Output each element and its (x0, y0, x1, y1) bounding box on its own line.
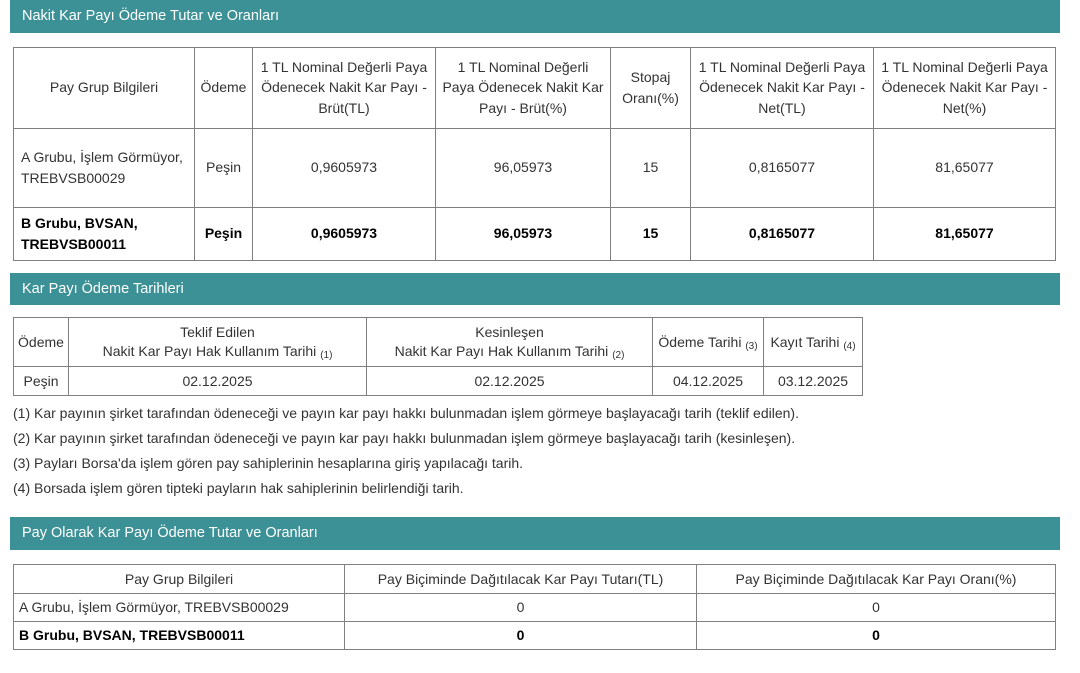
col-header-stopaj-line2: Oranı(%) (622, 89, 679, 106)
section-header-share-dividend: Pay Olarak Kar Payı Ödeme Tutar ve Oranları (10, 517, 1060, 550)
col-header-pay-orani: Pay Biçiminde Dağıtılacak Kar Payı Oranı(%) (697, 564, 1056, 593)
payment-dates-table-wrap (0, 305, 1080, 396)
col-header-kesinlesen-text: Nakit Kar Payı Hak Kullanım Tarihi (394, 343, 609, 359)
payment-dates-table (13, 317, 863, 396)
footnote-ref-2: (2) (612, 350, 625, 361)
col-header-kesinlesen-line2 (370, 342, 649, 361)
col-header-net-pct (874, 47, 1056, 128)
cell-pay-grup-bilgileri: B Grubu, BVSAN, TREBVSB00011 (14, 621, 345, 649)
cell-pay-grup-bilgileri (14, 207, 195, 260)
cell-pay-grup-bilgileri (14, 128, 195, 207)
col-header-brut-pct-line1: 1 TL Nominal Değerli (457, 59, 589, 76)
footnote-ref-3: (3) (745, 340, 758, 352)
footnote-ref-4: (4) (843, 340, 856, 352)
spacer (0, 261, 1080, 273)
footnote-2: (2) Kar payının şirket tarafından ödeneceği ve payın kar payı hakkı bulunmadan işlem görmeye başlayacağı tarih (kesinleşen). (13, 430, 796, 447)
cell-odeme: Peşin (195, 207, 253, 260)
col-header-teklif-line2 (72, 342, 363, 361)
col-header-brut-pct-line2: Paya Ödenecek Nakit (442, 79, 578, 96)
cell-brut-tl: 0,9605973 (253, 207, 436, 260)
table-row (14, 207, 1056, 260)
col-header-net-tl (691, 47, 874, 128)
col-header-stopaj-line1: Stopaj (630, 69, 671, 86)
col-header-odeme: Ödeme (195, 47, 253, 128)
footnote-3: (3) Payları Borsa'da işlem gören pay sahiplerinin hesaplarına giriş yapılacağı tarih. (13, 455, 524, 472)
col-header-kesinlesen-line1: Kesinleşen (475, 324, 544, 341)
cell-stopaj: 15 (611, 207, 691, 260)
col-header-pay-tutari: Pay Biçiminde Dağıtılacak Kar Payı Tutarı(TL) (345, 564, 697, 593)
col-header-net-tl-line1: 1 TL Nominal Değerli (698, 59, 830, 76)
footnote-1: (1) Kar payının şirket tarafından ödeneceği ve payın kar payı hakkı bulunmadan işlem görmeye başlayacağı tarih (teklif edilen). (13, 405, 799, 421)
cell-group-line2: Görmüyor, (117, 148, 183, 165)
cell-group-line2: TREBVSB00011 (21, 235, 127, 252)
col-header-brut-tl-line3: Kar Payı - Brüt(TL) (318, 79, 427, 116)
table-row (14, 128, 1056, 207)
col-header-net-tl-line2: Paya Ödenecek Nakit (699, 59, 866, 96)
table-header-row (14, 47, 1056, 128)
cell-stopaj: 15 (611, 128, 691, 207)
col-header-brut-tl (253, 47, 436, 128)
cash-dividend-table-wrap (0, 33, 1080, 261)
col-header-pay-grup-bilgileri: Pay Grup Bilgileri (14, 564, 345, 593)
col-header-stopaj-orani (611, 47, 691, 128)
col-header-net-tl-line3: Kar Payı - Net(TL) (758, 79, 865, 116)
cell-net-tl: 0,8165077 (691, 207, 874, 260)
cell-pay-tutari: 0 (345, 621, 697, 649)
col-header-kayit-tarihi-text: Kayıt Tarihi (770, 333, 840, 350)
table-row (14, 367, 863, 396)
cell-odeme: Peşin (14, 367, 69, 396)
col-header-odeme: Ödeme (14, 318, 69, 367)
cell-pay-grup-bilgileri: A Grubu, İşlem Görmüyor, TREBVSB00029 (14, 593, 345, 621)
cell-net-tl: 0,8165077 (691, 128, 874, 207)
col-header-kayit-tarihi (764, 318, 863, 367)
col-header-brut-pct (436, 47, 611, 128)
section-header-payment-dates: Kar Payı Ödeme Tarihleri (10, 273, 1060, 306)
table-row (14, 621, 1056, 649)
col-header-net-pct-line2: Paya Ödenecek Nakit (881, 59, 1048, 96)
cell-odeme: Peşin (195, 128, 253, 207)
cell-odeme-tarihi: 04.12.2025 (653, 367, 764, 396)
cell-net-pct: 81,65077 (874, 207, 1056, 260)
table-header-row (14, 564, 1056, 593)
cell-group-line1: B Grubu, BVSAN, (21, 214, 138, 231)
col-header-teklif-text: Nakit Kar Payı Hak Kullanım Tarihi (102, 343, 317, 359)
cell-group-line1: A Grubu, İşlem (21, 148, 114, 165)
cell-brut-pct: 96,05973 (436, 207, 611, 260)
col-header-brut-pct-line3: Kar Payı - Brüt(%) (479, 79, 604, 116)
col-header-odeme-tarihi-text: Ödeme Tarihi (658, 333, 742, 350)
cell-brut-pct: 96,05973 (436, 128, 611, 207)
share-dividend-table (13, 564, 1056, 650)
cell-net-pct: 81,65077 (874, 128, 1056, 207)
section-header-cash-dividend: Nakit Kar Payı Ödeme Tutar ve Oranları (10, 0, 1060, 33)
cash-dividend-table (13, 47, 1056, 261)
table-row (14, 593, 1056, 621)
footnote-4: (4) Borsada işlem gören tipteki payların hak sahiplerinin belirlendiği tarih. (13, 480, 464, 497)
cell-teklif-tarihi: 02.12.2025 (69, 367, 367, 396)
col-header-pay-grup-bilgileri: Pay Grup Bilgileri (14, 47, 195, 128)
col-header-net-pct-line3: Kar Payı - Net(%) (942, 79, 1048, 116)
footnote-ref-1: (1) (320, 350, 333, 361)
cell-pay-orani: 0 (697, 593, 1056, 621)
cell-brut-tl: 0,9605973 (253, 128, 436, 207)
col-header-teklif-line1: Teklif Edilen (180, 324, 255, 341)
cell-kesinlesen-tarihi: 02.12.2025 (367, 367, 653, 396)
col-header-net-pct-line1: 1 TL Nominal Değerli (881, 59, 1012, 76)
col-header-brut-tl-line1: 1 TL Nominal Değerli (260, 59, 392, 76)
share-dividend-table-wrap (0, 550, 1080, 650)
col-header-kesinlesen (367, 318, 653, 367)
spacer (0, 505, 1080, 517)
col-header-teklif-edilen (69, 318, 367, 367)
col-header-odeme-tarihi (653, 318, 764, 367)
cell-pay-tutari: 0 (345, 593, 697, 621)
table-header-row (14, 318, 863, 367)
cell-kayit-tarihi: 03.12.2025 (764, 367, 863, 396)
footnotes-list (0, 396, 1080, 496)
cell-pay-orani: 0 (697, 621, 1056, 649)
col-header-brut-tl-line2: Paya Ödenecek Nakit (261, 59, 428, 96)
cell-group-line3: TREBVSB00029 (21, 169, 126, 186)
